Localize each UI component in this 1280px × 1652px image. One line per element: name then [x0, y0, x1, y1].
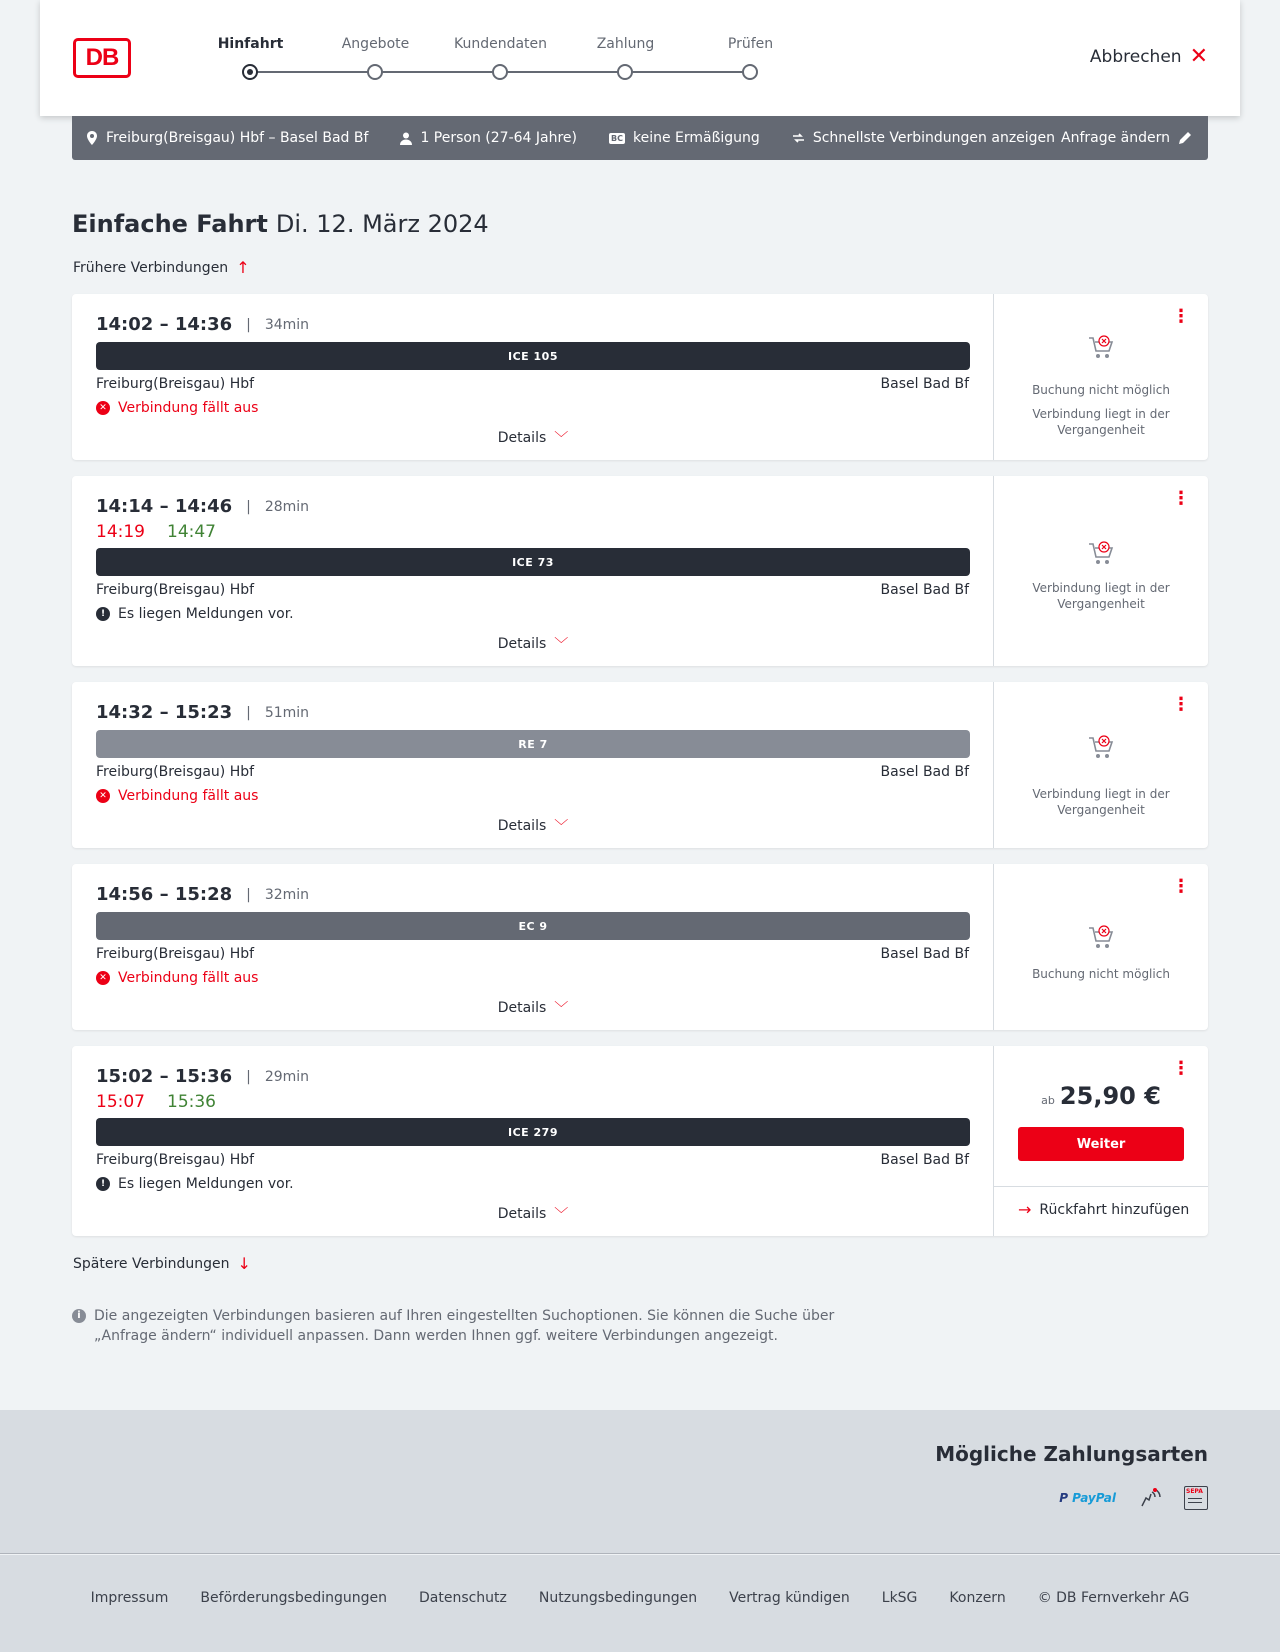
connection-offer [994, 682, 1208, 848]
connection-times [96, 1066, 309, 1087]
chevron-down-icon: ﹀ [554, 1001, 569, 1017]
payment-icons [1059, 1486, 1208, 1510]
connection-times [96, 496, 309, 517]
duration: | 29min [246, 1069, 309, 1085]
search-summary-bar [72, 116, 1208, 160]
add-return-label: Rückfahrt hinzufügen [1039, 1201, 1190, 1218]
connection-card[interactable] [72, 294, 1208, 460]
cancel-label: Abbrechen [1089, 47, 1182, 67]
step-pruefen [688, 36, 813, 58]
bahncard-icon: BC [611, 133, 623, 143]
train-bar: ICE 279 [96, 1118, 970, 1146]
sepa-icon [1184, 1486, 1208, 1510]
divider [994, 1186, 1208, 1187]
edit-icon [1178, 131, 1192, 145]
chevron-down-icon: ﹀ [554, 637, 569, 653]
cancelled-icon: ✕ [96, 789, 110, 803]
cart-unavailable-icon [1087, 540, 1115, 566]
discount-text: keine Ermäßigung [632, 130, 760, 146]
discount-summary [609, 130, 760, 146]
persons-text: 1 Person (27-64 Jahre) [420, 130, 577, 146]
persons-summary [400, 130, 577, 146]
warning-icon: ! [96, 1177, 110, 1191]
departure-station: Freiburg(Breisgau) Hbf [96, 582, 255, 598]
connection-message [96, 1176, 294, 1192]
connection-times [96, 314, 309, 335]
departure-station: Freiburg(Breisgau) Hbf [96, 1152, 255, 1168]
paypal-icon: P PayPal [1059, 1491, 1116, 1505]
price-value: 25,90 € [1059, 1082, 1161, 1110]
connection-main [72, 476, 994, 666]
details-toggle[interactable] [72, 998, 994, 1018]
price-prefix: ab [1041, 1094, 1055, 1107]
train-bar: RE 7 [96, 730, 970, 758]
step-dot [742, 64, 758, 80]
price [994, 1082, 1208, 1110]
message-text: Es liegen Meldungen vor. [118, 606, 294, 622]
connection-offer [994, 864, 1208, 1030]
realtime-times [96, 522, 216, 542]
cart-unavailable-icon [1087, 924, 1115, 950]
booking-status: Buchung nicht möglich [1032, 383, 1170, 397]
connection-offer [994, 1046, 1208, 1236]
footer-copyright: © DB Fernverkehr AG [1037, 1589, 1190, 1606]
duration: | 28min [246, 499, 309, 515]
departure-station: Freiburg(Breisgau) Hbf [96, 376, 255, 392]
fastest-icon [792, 133, 805, 143]
planned-times: 15:02 – 15:36 [96, 1066, 233, 1087]
booking-note: Verbindung liegt in der Vergangenheit [1032, 581, 1170, 611]
payment-title: Mögliche Zahlungsarten [935, 1442, 1208, 1466]
close-icon: ✕ [1189, 44, 1208, 69]
progress-stepper [170, 36, 820, 86]
footer-links [0, 1555, 1280, 1652]
departure-station: Freiburg(Breisgau) Hbf [96, 764, 255, 780]
connection-main [72, 294, 994, 460]
arrival-station: Basel Bad Bf [880, 376, 969, 392]
step-dot-active [242, 64, 258, 80]
later-connections-link[interactable] [73, 1254, 251, 1273]
planned-times: 14:02 – 14:36 [96, 314, 233, 335]
arrow-right-icon: → [1018, 1200, 1032, 1219]
fastest-summary [792, 130, 1055, 146]
paypal-label: PayPal [1072, 1491, 1116, 1505]
contactless-icon [1138, 1486, 1162, 1510]
details-label: Details [497, 818, 547, 834]
cancelled-icon: ✕ [96, 971, 110, 985]
message-text: Es liegen Meldungen vor. [118, 1176, 294, 1192]
earlier-connections-link[interactable] [73, 258, 250, 277]
details-label: Details [497, 1206, 547, 1222]
connection-times [96, 884, 309, 905]
step-label: Zahlung [596, 36, 655, 52]
details-toggle[interactable] [72, 1204, 994, 1224]
footer-link-lksg[interactable]: LkSG [881, 1589, 918, 1606]
step-dot [367, 64, 383, 80]
departure-station: Freiburg(Breisgau) Hbf [96, 946, 255, 962]
duration: | 34min [246, 317, 309, 333]
kebab-icon[interactable]: ⋮ [1172, 1058, 1190, 1079]
realtime-times [96, 1092, 216, 1112]
header [40, 0, 1240, 116]
connection-message [96, 400, 258, 416]
arrival-station: Basel Bad Bf [880, 1152, 969, 1168]
location-icon [86, 131, 98, 145]
step-kundendaten [438, 36, 563, 58]
kebab-icon[interactable]: ⋮ [1172, 488, 1190, 509]
cart-unavailable-icon [1087, 334, 1115, 360]
connection-offer [994, 294, 1208, 460]
connection-offer [994, 476, 1208, 666]
connection-message [96, 788, 258, 804]
footer-link-nutzungsbedingungen[interactable]: Nutzungsbedingungen [538, 1589, 698, 1606]
info-text: Die angezeigten Verbindungen basieren auf Ihren eingestellten Suchoptionen. Sie können die Suche über „Anfrage ändern“ individuell anpassen. Dann werden Ihnen ggf. weitere Verbindungen angezeigt. [94, 1308, 835, 1344]
db-logo[interactable]: DB [73, 38, 131, 78]
planned-times: 14:14 – 14:46 [96, 496, 233, 517]
fastest-text: Schnellste Verbindungen anzeigen [812, 130, 1056, 146]
details-label: Details [497, 636, 547, 652]
page-title [72, 210, 489, 238]
connection-card[interactable] [72, 682, 1208, 848]
person-icon [400, 132, 412, 145]
later-label: Spätere Verbindungen [73, 1255, 230, 1272]
footer-link-vertrag-kuendigen[interactable]: Vertrag kündigen [729, 1589, 850, 1606]
planned-times: 14:32 – 15:23 [96, 702, 233, 723]
connection-main [72, 682, 994, 848]
step-zahlung [563, 36, 688, 58]
chevron-down-icon: ﹀ [554, 431, 569, 447]
arrival-station: Basel Bad Bf [880, 946, 969, 962]
sepa-label: SEPA [1186, 1488, 1203, 1495]
connection-card[interactable] [72, 476, 1208, 666]
step-angebote [313, 36, 438, 58]
route-summary [86, 130, 368, 146]
trip-date: Di. 12. März 2024 [275, 210, 489, 238]
info-note [72, 1306, 852, 1346]
trip-type: Einfache Fahrt [72, 210, 268, 238]
connection-main [72, 1046, 994, 1236]
connection-message [96, 606, 294, 622]
realtime-departure: 14:19 [96, 522, 145, 542]
connection-card[interactable] [72, 864, 1208, 1030]
payment-footer [0, 1410, 1280, 1554]
train-bar: EC 9 [96, 912, 970, 940]
kebab-icon[interactable]: ⋮ [1172, 876, 1190, 897]
connection-main [72, 864, 994, 1030]
route-text: Freiburg(Breisgau) Hbf – Basel Bad Bf [106, 130, 369, 146]
footer-link-konzern[interactable]: Konzern [949, 1589, 1006, 1606]
continue-button[interactable]: Weiter [1018, 1127, 1184, 1161]
details-toggle[interactable] [72, 816, 994, 836]
earlier-label: Frühere Verbindungen [73, 259, 229, 276]
step-label: Prüfen [727, 36, 774, 52]
edit-request-button[interactable] [1061, 116, 1192, 160]
kebab-icon[interactable]: ⋮ [1172, 694, 1190, 715]
train-bar: ICE 73 [96, 548, 970, 576]
connection-message [96, 970, 258, 986]
arrow-down-icon: ↓ [237, 1254, 251, 1273]
cancelled-icon: ✕ [96, 401, 110, 415]
train-bar: ICE 105 [96, 342, 970, 370]
message-text: Verbindung fällt aus [118, 400, 259, 416]
realtime-departure: 15:07 [96, 1092, 145, 1112]
connection-times [96, 702, 309, 723]
connection-card[interactable] [72, 1046, 1208, 1236]
footer-link-befoerderungsbedingungen[interactable]: Beförderungsbedingungen [200, 1589, 387, 1606]
details-label: Details [497, 1000, 547, 1016]
step-dot [492, 64, 508, 80]
message-text: Verbindung fällt aus [118, 788, 259, 804]
edit-request-label: Anfrage ändern [1061, 130, 1170, 146]
cart-unavailable-icon [1087, 734, 1115, 760]
booking-note: Verbindung liegt in der Vergangenheit [1032, 407, 1170, 437]
duration: | 51min [246, 705, 309, 721]
realtime-arrival: 15:36 [167, 1092, 216, 1112]
footer-link-impressum[interactable]: Impressum [90, 1589, 169, 1606]
step-label: Angebote [341, 36, 410, 52]
kebab-icon[interactable]: ⋮ [1172, 306, 1190, 327]
add-return-button[interactable] [1018, 1200, 1189, 1219]
arrival-station: Basel Bad Bf [880, 582, 969, 598]
cancel-button[interactable] [1090, 46, 1208, 68]
step-label: Kundendaten [453, 36, 548, 52]
arrow-up-icon: ↑ [236, 258, 250, 277]
booking-note: Verbindung liegt in der Vergangenheit [1032, 787, 1170, 817]
planned-times: 14:56 – 15:28 [96, 884, 233, 905]
arrival-station: Basel Bad Bf [880, 764, 969, 780]
warning-icon: ! [96, 607, 110, 621]
realtime-arrival: 14:47 [167, 522, 216, 542]
step-dot [617, 64, 633, 80]
step-hinfahrt [188, 36, 313, 58]
details-toggle[interactable] [72, 634, 994, 654]
duration: | 32min [246, 887, 309, 903]
details-label: Details [497, 430, 547, 446]
step-label: Hinfahrt [217, 36, 284, 52]
details-toggle[interactable] [72, 428, 994, 448]
footer-link-datenschutz[interactable]: Datenschutz [418, 1589, 507, 1606]
message-text: Verbindung fällt aus [118, 970, 259, 986]
info-icon: i [72, 1309, 86, 1323]
chevron-down-icon: ﹀ [554, 1207, 569, 1223]
chevron-down-icon: ﹀ [554, 819, 569, 835]
booking-status: Buchung nicht möglich [1032, 967, 1170, 981]
